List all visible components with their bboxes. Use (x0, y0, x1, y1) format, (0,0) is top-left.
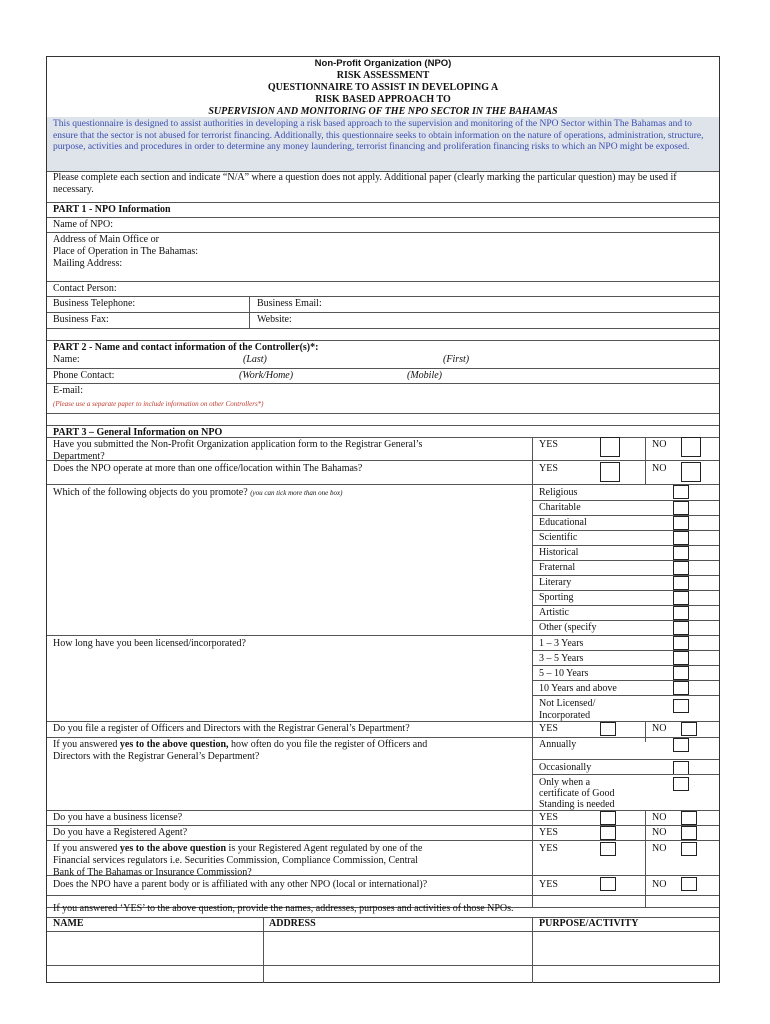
header-questionnaire: QUESTIONNAIRE TO ASSIST IN DEVELOPING A (267, 82, 499, 93)
header-risk-assessment: RISK ASSESSMENT (336, 70, 430, 81)
q8-text: Do you have a Registered Agent? (53, 827, 188, 838)
q9-line3: Bank of The Bahamas or Insurance Commission? (53, 867, 252, 878)
q9-emphasis: yes to the above question (119, 843, 227, 854)
npo-purpose-cell[interactable] (533, 932, 719, 964)
object-artistic: Artistic (539, 607, 569, 618)
q6-suffix: how often do you file the register of Officers and (228, 739, 428, 750)
object-sporting-checkbox[interactable] (673, 591, 689, 605)
object-scientific-checkbox[interactable] (673, 531, 689, 545)
q7-no-checkbox[interactable] (681, 811, 697, 825)
duration-10-plus-checkbox[interactable] (673, 681, 689, 695)
q9-no-checkbox[interactable] (681, 842, 697, 856)
q8-no-checkbox[interactable] (681, 826, 697, 840)
q7-no-label: NO (652, 812, 667, 823)
phone-contact-label: Phone Contact: (53, 370, 115, 381)
work-home-hint: (Work/Home) (239, 370, 294, 381)
contact-person-label: Contact Person: (53, 283, 117, 294)
object-educational: Educational (539, 517, 587, 528)
q10-no-checkbox[interactable] (681, 877, 697, 891)
duration-3-5-checkbox[interactable] (673, 651, 689, 665)
freq-occasionally: Occasionally (539, 762, 592, 773)
freq-only-line1: Only when a (539, 777, 591, 788)
instructions: Please complete each section and indicate “N/A” where a question does not apply. Additional paper (clearly marking the particular question) may be used if necessary. (53, 172, 677, 195)
duration-5-10: 5 – 10 Years (539, 668, 589, 679)
header-supervision: SUPERVISION AND MONITORING OF THE NPO SECTOR IN THE BAHAMAS (208, 106, 558, 117)
questionnaire-form (46, 56, 720, 983)
duration-10-plus: 10 Years and above (539, 683, 617, 694)
q6-prefix: If you answered (53, 739, 120, 750)
object-artistic-checkbox[interactable] (673, 606, 689, 620)
not-licensed-checkbox[interactable] (673, 699, 689, 713)
freq-only-checkbox[interactable] (673, 777, 689, 791)
object-charitable-checkbox[interactable] (673, 501, 689, 515)
q9-yes-checkbox[interactable] (600, 842, 616, 856)
business-fax-label: Business Fax: (53, 314, 109, 325)
object-scientific: Scientific (539, 532, 578, 543)
website-label: Website: (257, 314, 292, 325)
controllers-note: (Please use a separate paper to include information on other Controllers*) (53, 400, 264, 408)
object-literary: Literary (539, 577, 572, 588)
freq-annually-checkbox[interactable] (673, 738, 689, 752)
q1-no-checkbox[interactable] (681, 437, 701, 457)
freq-occasionally-checkbox[interactable] (673, 761, 689, 775)
object-other-checkbox[interactable] (673, 621, 689, 635)
header-npo: Non-Profit Organization (NPO) (314, 58, 452, 69)
q7-yes-label: YES (539, 812, 558, 823)
q8-no-label: NO (652, 827, 667, 838)
npo-address-cell[interactable] (264, 932, 531, 964)
q3-text (53, 487, 342, 499)
q5-no-checkbox[interactable] (681, 722, 697, 736)
header-risk-based: RISK BASED APPROACH TO (315, 94, 451, 105)
first-name-hint: (First) (443, 354, 470, 365)
freq-annually: Annually (539, 739, 577, 750)
q2-no-checkbox[interactable] (681, 462, 701, 482)
q2-no-label: NO (652, 463, 667, 474)
q9-line1 (53, 843, 422, 855)
q1-line1: Have you submitted the Non-Profit Organization application form to the Registrar General’s (53, 439, 423, 450)
intro-paragraph: This questionnaire is designed to assist authorities in developing a risk based approach to the supervision and monitoring of the NPO Sector within The Bahamas and to ensure that the sector is not abused for terrorist financing. Additionally, this questionnaire seeks to obtain information on the nature of operations, administration, structure, purpose, activities and procedures in order to determine any money laundering, terrorist financing and proliferation financing risks to which an NPO might be exposed. (47, 117, 719, 171)
q10-text: Does the NPO have a parent body or is affiliated with any other NPO (local or international)? (53, 879, 428, 890)
business-email-label: Business Email: (257, 298, 322, 309)
q8-yes-checkbox[interactable] (600, 826, 616, 840)
name-of-npo-label: Name of NPO: (53, 219, 113, 230)
object-other: Other (specify (539, 622, 597, 633)
q6-emphasis: yes to the above question, (119, 739, 229, 750)
object-educational-checkbox[interactable] (673, 516, 689, 530)
object-fraternal-checkbox[interactable] (673, 561, 689, 575)
duration-1-3-checkbox[interactable] (673, 636, 689, 650)
object-fraternal: Fraternal (539, 562, 576, 573)
object-religious-checkbox[interactable] (673, 485, 689, 499)
part1-title: PART 1 - NPO Information (53, 204, 171, 215)
object-religious: Religious (539, 487, 578, 498)
q1-line2: Department? (53, 451, 105, 462)
freq-only-line3: Standing is needed (539, 799, 615, 810)
q9-line2: Financial services regulators i.e. Securities Commission, Compliance Commission, Central (53, 855, 418, 866)
npo-name-cell[interactable] (47, 932, 262, 964)
part3-title: PART 3 – General Information on NPO (53, 427, 223, 438)
q9-yes-label: YES (539, 843, 558, 854)
q4-text: How long have you been licensed/incorporated? (53, 638, 246, 649)
object-historical-checkbox[interactable] (673, 546, 689, 560)
q3-note: (you can tick more than one box) (250, 489, 343, 497)
q9-suffix: is your Registered Agent regulated by one of the (226, 843, 423, 854)
col-address-header: ADDRESS (269, 918, 316, 929)
q3-question: Which of the following objects do you promote? (53, 487, 248, 498)
q7-text: Do you have a business license? (53, 812, 183, 823)
col-purpose-header: PURPOSE/ACTIVITY (539, 918, 639, 929)
not-licensed-line2: Incorporated (539, 710, 591, 721)
q1-yes-label: YES (539, 439, 558, 450)
q2-yes-label: YES (539, 463, 558, 474)
q2-text: Does the NPO operate at more than one office/location within The Bahamas? (53, 463, 363, 474)
mailing-address-label: Mailing Address: (53, 258, 123, 269)
address-label-1: Address of Main Office or (53, 234, 159, 245)
q1-yes-checkbox[interactable] (600, 437, 620, 457)
q9-no-label: NO (652, 843, 667, 854)
q6-line1 (53, 739, 427, 751)
part2-title: PART 2 - Name and contact information of the Controller(s)*: (53, 342, 319, 353)
q5-text: Do you file a register of Officers and Directors with the Registrar General’s Department? (53, 723, 410, 734)
col-name-header: NAME (53, 918, 84, 929)
q10-no-label: NO (652, 879, 667, 890)
business-telephone-label: Business Telephone: (53, 298, 136, 309)
duration-5-10-checkbox[interactable] (673, 666, 689, 680)
object-charitable: Charitable (539, 502, 581, 513)
freq-only-line2: certificate of Good (539, 788, 615, 799)
q10-yes-checkbox[interactable] (600, 877, 616, 891)
q11-text: If you answered ‘YES’ to the above question, provide the names, addresses, purposes and activities of those NPOs. (53, 903, 514, 914)
last-name-hint: (Last) (243, 354, 267, 365)
q2-yes-checkbox[interactable] (600, 462, 620, 482)
q5-yes-checkbox[interactable] (600, 722, 616, 736)
q7-yes-checkbox[interactable] (600, 811, 616, 825)
duration-3-5: 3 – 5 Years (539, 653, 584, 664)
q10-yes-label: YES (539, 879, 558, 890)
object-literary-checkbox[interactable] (673, 576, 689, 590)
object-historical: Historical (539, 547, 579, 558)
controller-name-label: Name: (53, 354, 80, 365)
q5-no-label: NO (652, 723, 667, 734)
q6-line2: Directors with the Registrar General’s Department? (53, 751, 260, 762)
q8-yes-label: YES (539, 827, 558, 838)
not-licensed-line1: Not Licensed/ (539, 698, 596, 709)
controller-email-label: E-mail: (53, 385, 83, 396)
duration-1-3: 1 – 3 Years (539, 638, 584, 649)
q1-no-label: NO (652, 439, 667, 450)
mobile-hint: (Mobile) (407, 370, 442, 381)
address-label-2: Place of Operation in The Bahamas: (53, 246, 199, 257)
q5-yes-label: YES (539, 723, 558, 734)
q9-prefix: If you answered (53, 843, 120, 854)
object-sporting: Sporting (539, 592, 574, 603)
